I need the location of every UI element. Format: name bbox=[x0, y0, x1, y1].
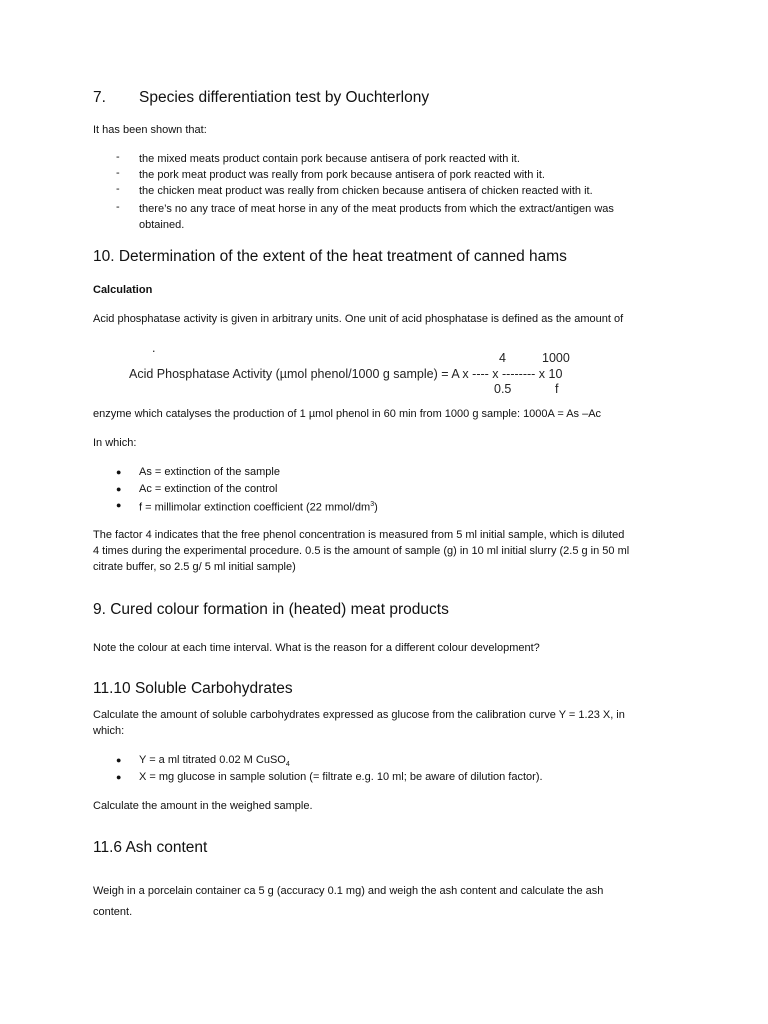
section-7-item-continued: obtained. bbox=[139, 219, 185, 231]
section-7-number: 7. bbox=[93, 89, 106, 106]
section-7-item: the chicken meat product was really from chicken because antisera of chicken reacted with it. bbox=[139, 185, 593, 197]
definition-y-subscript: 4 bbox=[285, 761, 290, 769]
section-11-10-paragraph-2: Calculate the amount in the weighed sample. bbox=[93, 800, 313, 812]
formula-dot: . bbox=[152, 341, 156, 355]
definition-f-superscript: 3 bbox=[370, 501, 375, 508]
formula-denominator-0-5: 0.5 bbox=[494, 382, 512, 396]
calculation-subheading: Calculation bbox=[93, 284, 153, 296]
bullet-dot: ● bbox=[116, 467, 122, 477]
section-10-paragraph-3-line-1: The factor 4 indicates that the free phenol concentration is measured from 5 ml initial sample, which is diluted bbox=[93, 529, 625, 541]
definition-x: X = mg glucose in sample solution (= filtrate e.g. 10 ml; be aware of dilution factor). bbox=[139, 771, 543, 783]
definition-f bbox=[139, 497, 378, 516]
definition-f-text: f = millimolar extinction coefficient (22 mmol/dm bbox=[139, 501, 371, 514]
formula-main: Acid Phosphatase Activity (µmol phenol/1000 g sample) = A x ---- x -------- x 10 bbox=[129, 367, 563, 381]
section-11-6-title: 11.6 Ash content bbox=[93, 839, 208, 856]
dash-bullet: - bbox=[116, 167, 120, 179]
section-10-paragraph-1: Acid phosphatase activity is given in arbitrary units. One unit of acid phosphatase is defined as the amount of bbox=[93, 313, 624, 325]
definition-as: As = extinction of the sample bbox=[139, 466, 280, 478]
dash-bullet: - bbox=[116, 183, 120, 195]
section-11-10-title: 11.10 Soluble Carbohydrates bbox=[93, 680, 293, 697]
section-11-6-paragraph-line-2: content. bbox=[93, 906, 133, 918]
bullet-dot: ● bbox=[116, 772, 122, 782]
section-7-title: Species differentiation test by Ouchterlony bbox=[139, 89, 430, 106]
section-9-title: 9. Cured colour formation in (heated) meat products bbox=[93, 601, 449, 618]
section-10-paragraph-3-line-3: citrate buffer, so 2.5 g/ 5 ml initial sample) bbox=[93, 561, 296, 573]
definition-y-text: Y = a ml titrated 0.02 M CuSO bbox=[139, 754, 286, 766]
section-10-title: 10. Determination of the extent of the heat treatment of canned hams bbox=[93, 248, 567, 265]
formula-numerator-1000: 1000 bbox=[542, 351, 570, 365]
bullet-dot: ● bbox=[116, 500, 122, 510]
section-10-paragraph-3-line-2: 4 times during the experimental procedure. 0.5 is the amount of sample (g) in 10 ml initial slurry (2.5 g in 50 ml bbox=[93, 545, 630, 557]
dash-bullet: - bbox=[116, 201, 120, 213]
dash-bullet: - bbox=[116, 151, 120, 163]
formula-denominator-f: f bbox=[555, 382, 559, 396]
bullet-dot: ● bbox=[116, 755, 122, 765]
formula-numerator-4: 4 bbox=[499, 351, 506, 365]
section-11-10-paragraph-line-1: Calculate the amount of soluble carbohydrates expressed as glucose from the calibration curve Y = 1.23 X, in bbox=[93, 709, 625, 721]
section-10-paragraph-2: enzyme which catalyses the production of 1 µmol phenol in 60 min from 1000 g sample: 1000A = As –Ac bbox=[93, 408, 602, 420]
section-7-item: the pork meat product was really from pork because antisera of pork reacted with it. bbox=[139, 169, 545, 181]
section-7-intro: It has been shown that: bbox=[93, 124, 207, 136]
in-which-label: In which: bbox=[93, 437, 137, 449]
definition-f-close: ) bbox=[374, 501, 378, 514]
bullet-dot: ● bbox=[116, 484, 122, 494]
section-7-item: there’s no any trace of meat horse in any of the meat products from which the extract/antigen was bbox=[139, 203, 614, 215]
section-11-6-paragraph-line-1: Weigh in a porcelain container ca 5 g (accuracy 0.1 mg) and weigh the ash content and calculate the ash bbox=[93, 885, 604, 897]
section-11-10-paragraph-line-2: which: bbox=[93, 725, 125, 737]
section-9-paragraph: Note the colour at each time interval. What is the reason for a different colour development? bbox=[93, 642, 540, 654]
section-7-item: the mixed meats product contain pork because antisera of pork reacted with it. bbox=[139, 153, 520, 165]
definition-ac: Ac = extinction of the control bbox=[139, 483, 278, 495]
